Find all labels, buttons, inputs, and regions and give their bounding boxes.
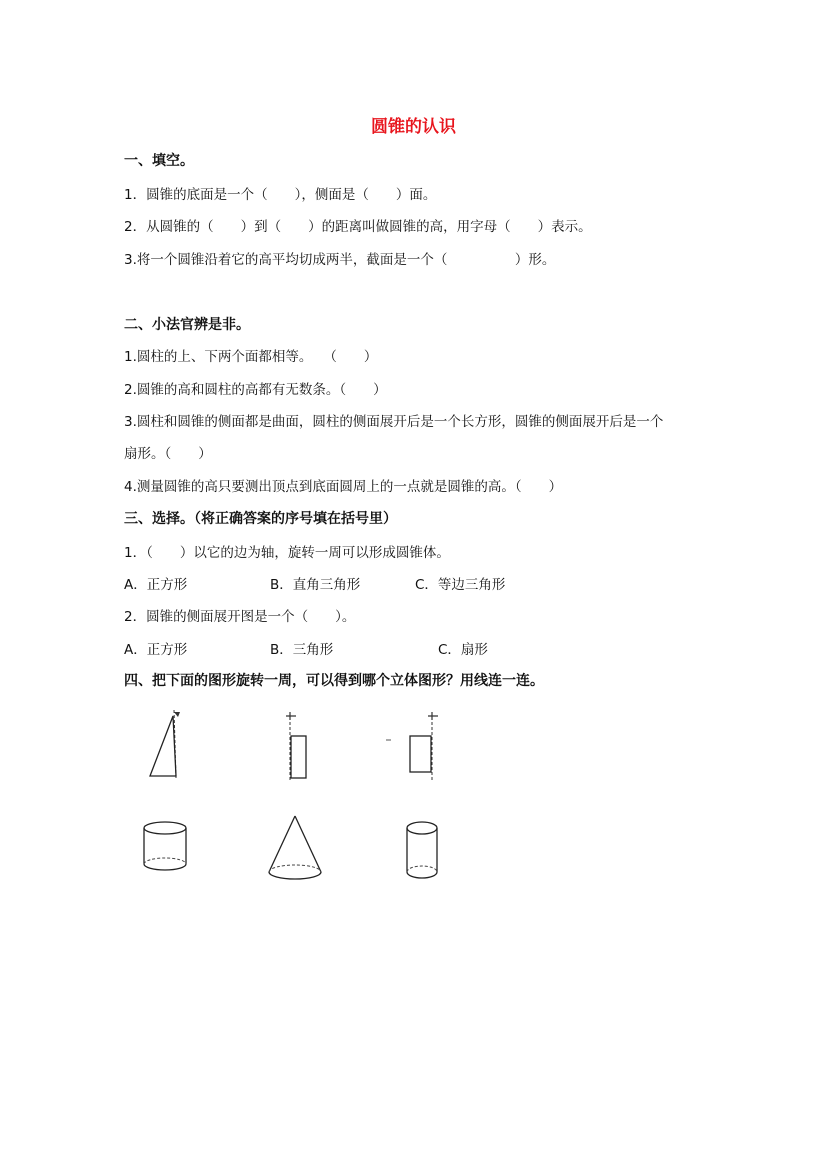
s3-q1-option-c: C．等边三角形: [415, 577, 506, 593]
s2-question-3b: 扇形。（ ）: [124, 446, 212, 462]
s3-question-1: 1．（ ）以它的边为轴，旋转一周可以形成圆锥体。: [124, 545, 450, 561]
s3-q2-option-c: C．扇形: [438, 642, 488, 658]
cone-figure: [264, 812, 326, 884]
cylinder-top: [407, 822, 437, 834]
cylinder-top: [144, 822, 186, 834]
s2-question-4: 4.测量圆锥的高只要测出顶点到底面圆周上的一点就是圆锥的高。（ ）: [124, 479, 563, 495]
section4-heading: 四、把下面的图形旋转一周，可以得到哪个立体图形？用线连一连。: [124, 673, 544, 689]
tall-cylinder-figure: [400, 818, 446, 884]
axis-arrow-icon: [286, 712, 296, 720]
s3-q2-option-a: A．正方形: [124, 642, 188, 658]
s1-question-1: 1．圆锥的底面是一个（ ），侧面是（ ）面。: [124, 187, 437, 203]
s2-question-1: 1.圆柱的上、下两个面都相等。 （ ）: [124, 349, 378, 365]
s1-question-3: 3.将一个圆锥沿着它的高平均切成两半，截面是一个（ ）形。: [124, 252, 556, 268]
cylinder-bottom: [407, 872, 437, 878]
rectangle-left-axis-figure: [384, 710, 444, 782]
s3-q1-option-a: A．正方形: [124, 577, 188, 593]
wide-cylinder-figure: [136, 818, 196, 878]
right-triangle: [150, 716, 176, 776]
section1-heading: 一、填空。: [124, 153, 194, 169]
page-title: 圆锥的认识: [371, 117, 456, 137]
triangle-with-axis-figure: [140, 706, 190, 780]
axis-arrow-icon: [428, 712, 438, 720]
section2-heading: 二、小法官辨是非。: [124, 317, 250, 333]
rectangle-right-axis-figure: [282, 710, 322, 782]
rectangle: [410, 736, 431, 772]
s2-question-2: 2.圆锥的高和圆柱的高都有无数条。（ ）: [124, 382, 387, 398]
s1-question-2: 2．从圆锥的（ ）到（ ）的距离叫做圆锥的高，用字母（ ）表示。: [124, 219, 592, 235]
section3-heading: 三、选择。（将正确答案的序号填在括号里）: [124, 511, 397, 527]
s3-question-2: 2．圆锥的侧面展开图是一个（ ）。: [124, 609, 356, 625]
s3-q1-option-b: B．直角三角形: [270, 577, 361, 593]
s3-q2-option-b: B．三角形: [270, 642, 334, 658]
s2-question-3a: 3.圆柱和圆锥的侧面都是曲面，圆柱的侧面展开后是一个长方形，圆锥的侧面展开后是一个: [124, 414, 664, 430]
cylinder-bottom: [144, 864, 186, 870]
rectangle: [291, 736, 306, 778]
axis-arrow-icon: [174, 712, 180, 717]
cone-base: [269, 872, 321, 879]
